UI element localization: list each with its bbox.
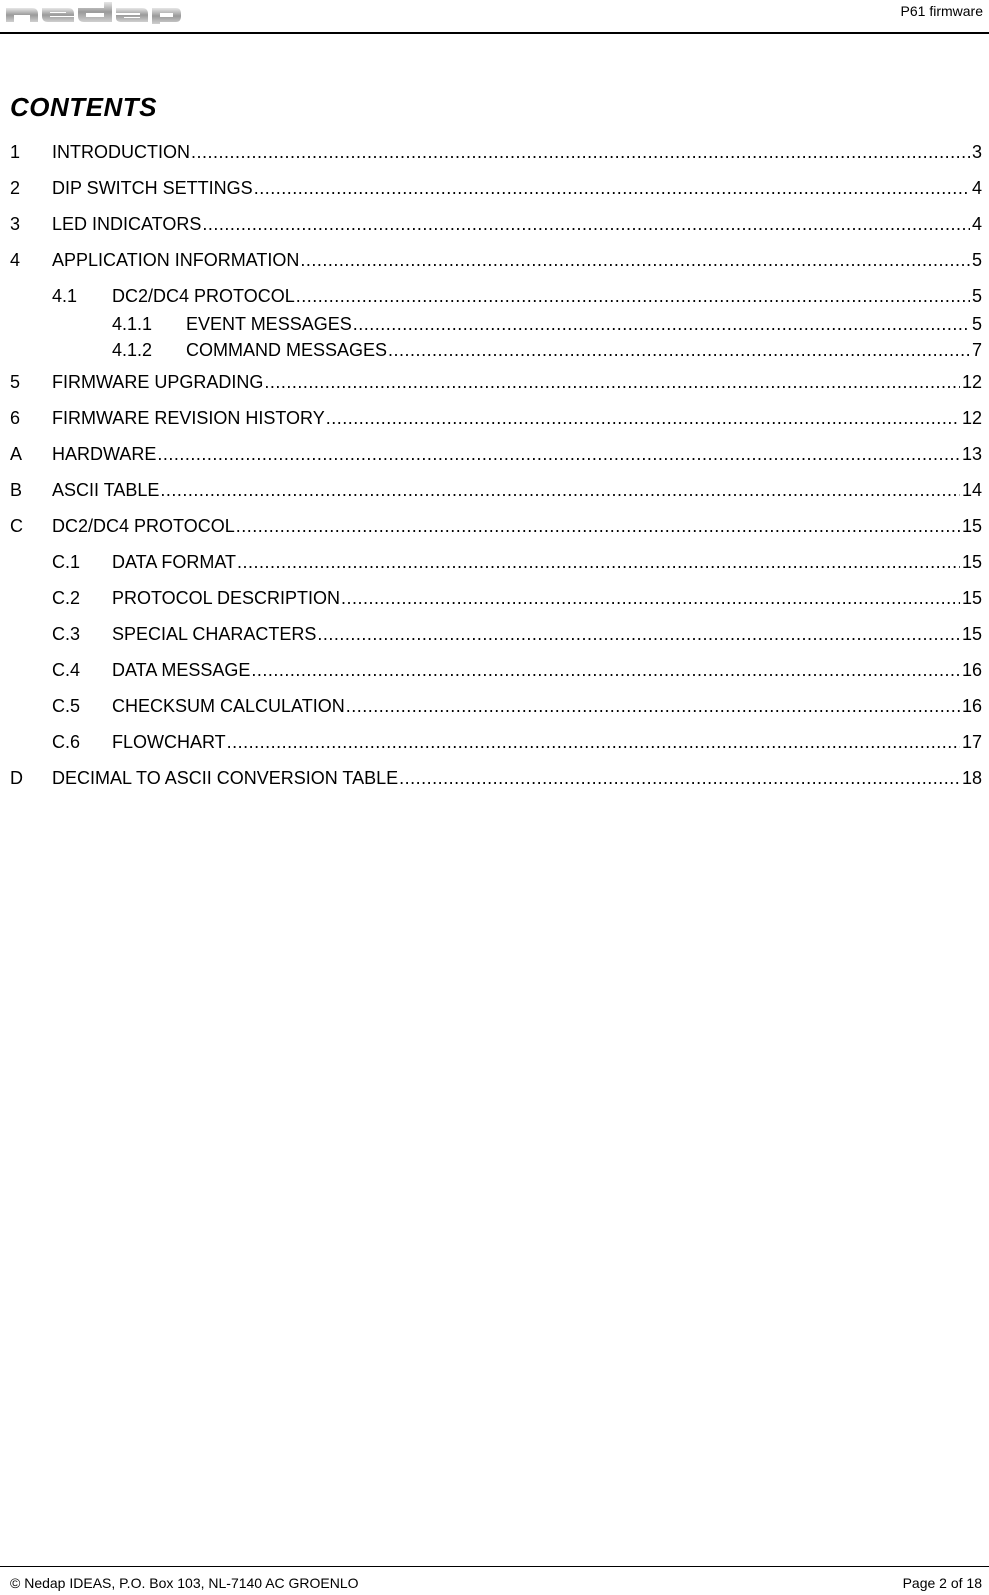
toc-dot-leader [388,338,970,362]
toc-entry-number: C.4 [52,660,81,680]
toc-entry-number: 5 [10,372,21,392]
toc-entry-number: 4.1 [52,286,78,306]
toc-entry[interactable] [0,370,989,394]
toc-entry-page: 14 [961,480,982,500]
toc-entry-title: COMMAND MESSAGES [186,340,388,360]
page-header [0,0,989,34]
toc-dot-leader [296,284,970,308]
toc-entry-number: 4.1.2 [112,340,153,360]
toc-entry[interactable] [0,248,989,272]
toc-entry-number: C.5 [52,696,81,716]
toc-entry-page: 4 [971,214,982,234]
toc-entry-number: D [10,768,23,788]
toc-entry-title: LED INDICATORS [52,214,202,234]
toc-entry[interactable] [0,586,989,610]
toc-entry-title: SPECIAL CHARACTERS [112,624,317,644]
toc-entry-number: 3 [10,214,21,234]
toc-entry-title: DATA FORMAT [112,552,236,572]
toc-dot-leader [227,730,960,754]
toc-entry-number: C.3 [52,624,81,644]
toc-entry-page: 12 [961,408,982,428]
toc-entry-page: 18 [961,768,982,788]
toc-entry[interactable] [0,338,989,362]
document-title: P61 firmware [900,3,983,19]
toc-entry-page: 3 [971,142,982,162]
toc-entry[interactable] [0,406,989,430]
toc-entry-page: 13 [961,444,982,464]
toc-entry[interactable] [0,766,989,790]
toc-entry-title: DATA MESSAGE [112,660,251,680]
toc-dot-leader [236,514,960,538]
toc-entry-title: FLOWCHART [112,732,226,752]
toc-dot-leader [251,658,960,682]
toc-entry[interactable] [0,730,989,754]
toc-entry-page: 15 [961,588,982,608]
toc-entry-title: FIRMWARE REVISION HISTORY [52,408,325,428]
toc-entry-number: C.1 [52,552,81,572]
toc-entry-title: DIP SWITCH SETTINGS [52,178,253,198]
toc-entry-number: C [10,516,23,536]
toc-dot-leader [191,140,970,164]
toc-entry-page: 15 [961,624,982,644]
toc-entry-page: 7 [971,340,982,360]
toc-entry-number: B [10,480,23,500]
toc-entry-page: 4 [971,178,982,198]
toc-entry-page: 15 [961,516,982,536]
contents-heading: CONTENTS [10,92,157,122]
toc-entry[interactable] [0,694,989,718]
toc-entry-title: PROTOCOL DESCRIPTION [112,588,341,608]
toc-entry[interactable] [0,658,989,682]
toc-dot-leader [353,312,970,336]
toc-entry-title: APPLICATION INFORMATION [52,250,300,270]
nedap-logo [6,2,181,24]
toc-entry-number: 2 [10,178,21,198]
toc-entry-title: CHECKSUM CALCULATION [112,696,345,716]
toc-entry-number: 4 [10,250,21,270]
toc-dot-leader [264,370,960,394]
toc-dot-leader [346,694,960,718]
toc-dot-leader [157,442,960,466]
toc-dot-leader [202,212,970,236]
toc-entry-title: DC2/DC4 PROTOCOL [52,516,235,536]
toc-entry-number: A [10,444,23,464]
toc-dot-leader [300,248,970,272]
toc-entry[interactable] [0,140,989,164]
toc-dot-leader [254,176,970,200]
toc-entry-page: 15 [961,552,982,572]
toc-entry-title: ASCII TABLE [52,480,160,500]
toc-dot-leader [399,766,960,790]
toc-entry-page: 16 [961,696,982,716]
toc-entry-page: 17 [961,732,982,752]
toc-entry-number: 1 [10,142,21,162]
toc-dot-leader [341,586,960,610]
toc-entry-title: FIRMWARE UPGRADING [52,372,264,392]
toc-entry-page: 5 [971,314,982,334]
footer-copyright: © Nedap IDEAS, P.O. Box 103, NL-7140 AC GROENLO [10,1575,359,1591]
toc-entry[interactable] [0,622,989,646]
toc-dot-leader [160,478,960,502]
toc-entry-page: 12 [961,372,982,392]
toc-entry[interactable] [0,212,989,236]
toc-entry-title: INTRODUCTION [52,142,190,162]
toc-entry[interactable] [0,176,989,200]
toc-entry-number: 4.1.1 [112,314,153,334]
toc-entry-title: DECIMAL TO ASCII CONVERSION TABLE [52,768,399,788]
toc-entry[interactable] [0,442,989,466]
toc-entry-page: 5 [971,250,982,270]
toc-entry-title: DC2/DC4 PROTOCOL [112,286,295,306]
toc-entry-title: HARDWARE [52,444,157,464]
toc-dot-leader [326,406,960,430]
page-number: Page 2 of 18 [902,1575,982,1591]
toc-dot-leader [317,622,960,646]
toc-entry-title: EVENT MESSAGES [186,314,352,334]
page-footer [0,1566,989,1595]
toc-entry-page: 16 [961,660,982,680]
toc-dot-leader [237,550,960,574]
toc-entry[interactable] [0,514,989,538]
toc-entry[interactable] [0,478,989,502]
toc-entry-number: C.2 [52,588,81,608]
toc-entry[interactable] [0,312,989,336]
toc-entry[interactable] [0,284,989,308]
toc-entry-page: 5 [971,286,982,306]
toc-entry[interactable] [0,550,989,574]
toc-entry-number: 6 [10,408,21,428]
toc-entry-number: C.6 [52,732,81,752]
